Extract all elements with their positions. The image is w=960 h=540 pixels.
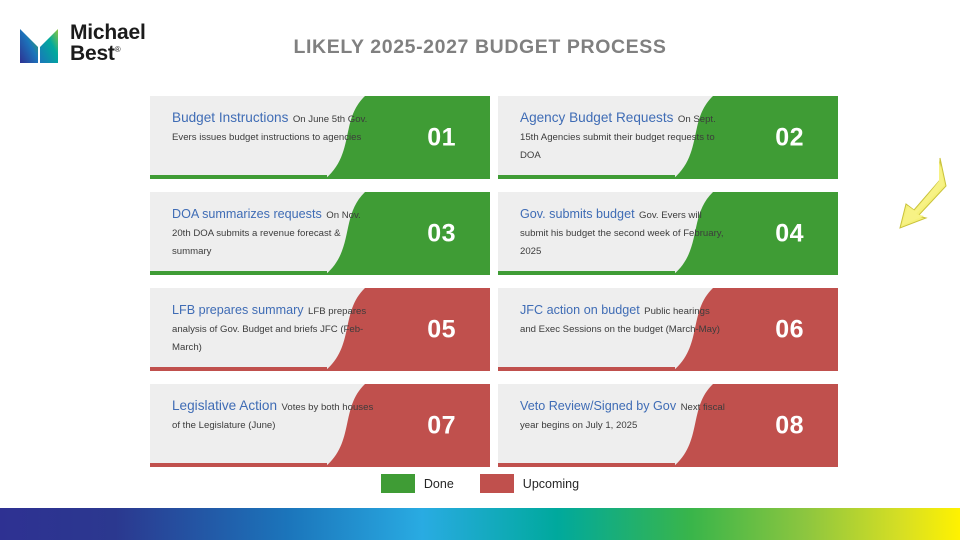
card-description: Next fiscal year begins on July 1, 2025 bbox=[520, 402, 725, 431]
page-title: LIKELY 2025-2027 BUDGET PROCESS bbox=[293, 36, 667, 58]
budget-process-steps bbox=[150, 96, 838, 467]
card-underline bbox=[150, 175, 327, 179]
card-underline bbox=[498, 175, 675, 179]
process-card-04[interactable] bbox=[498, 192, 838, 275]
process-card-07[interactable] bbox=[150, 384, 490, 467]
logo-registered-mark: ® bbox=[114, 45, 121, 55]
card-description: Public hearings and Exec Sessions on the budget (March-May) bbox=[520, 306, 720, 335]
process-card-01[interactable] bbox=[150, 96, 490, 179]
card-text-block bbox=[520, 397, 725, 433]
card-description: Gov. Evers will submit his budget the second week of February, 2025 bbox=[520, 210, 724, 257]
card-underline bbox=[150, 367, 327, 371]
legend-swatch-upcoming bbox=[480, 474, 514, 493]
bottom-gradient-bar bbox=[0, 508, 960, 540]
card-text-block bbox=[172, 205, 377, 259]
card-description: On June 5th Gov. Evers issues budget instructions to agencies bbox=[172, 114, 368, 143]
card-text-block bbox=[520, 109, 725, 163]
card-number: 02 bbox=[775, 123, 804, 151]
card-heading: Legislative Action bbox=[172, 398, 278, 413]
card-description: Votes by both houses of the Legislature (June) bbox=[172, 402, 374, 431]
arrow-annotation-icon bbox=[840, 152, 950, 242]
card-underline bbox=[498, 271, 675, 275]
logo-line-2: Best bbox=[70, 42, 115, 66]
card-description: On Nov. 20th DOA submits a revenue forecast & summary bbox=[172, 210, 361, 257]
card-number: 05 bbox=[427, 315, 456, 343]
process-card-03[interactable] bbox=[150, 192, 490, 275]
process-card-08[interactable] bbox=[498, 384, 838, 467]
card-heading: DOA summarizes requests bbox=[172, 207, 322, 221]
card-underline bbox=[498, 463, 675, 467]
card-heading: LFB prepares summary bbox=[172, 303, 304, 317]
card-heading: Gov. submits budget bbox=[520, 207, 635, 221]
card-number: 07 bbox=[427, 411, 456, 439]
card-number: 08 bbox=[775, 411, 804, 439]
card-heading: JFC action on budget bbox=[520, 303, 640, 317]
card-heading: Veto Review/Signed by Gov bbox=[520, 399, 677, 413]
card-number: 03 bbox=[427, 219, 456, 247]
card-description: LFB prepares analysis of Gov. Budget and briefs JFC (Feb-March) bbox=[172, 306, 367, 353]
card-description: On Sept. 15th Agencies submit their budget requests to DOA bbox=[520, 114, 716, 161]
process-card-02[interactable] bbox=[498, 96, 838, 179]
card-underline bbox=[498, 367, 675, 371]
card-underline bbox=[150, 463, 327, 467]
card-heading: Budget Instructions bbox=[172, 110, 289, 125]
card-text-block bbox=[172, 301, 377, 355]
process-card-05[interactable] bbox=[150, 288, 490, 371]
card-text-block bbox=[172, 109, 377, 145]
legend-label-done: Done bbox=[423, 476, 454, 491]
card-text-block bbox=[172, 397, 377, 433]
logo-line-1: Michael bbox=[70, 21, 146, 44]
legend-item-done bbox=[381, 474, 454, 493]
card-text-block bbox=[520, 205, 725, 259]
card-underline bbox=[150, 271, 327, 275]
legend bbox=[0, 474, 960, 493]
card-number: 01 bbox=[427, 123, 456, 151]
legend-swatch-done bbox=[381, 474, 415, 493]
legend-label-upcoming: Upcoming bbox=[522, 476, 580, 491]
process-card-06[interactable] bbox=[498, 288, 838, 371]
card-number: 06 bbox=[775, 315, 804, 343]
card-number: 04 bbox=[775, 219, 804, 247]
legend-item-upcoming bbox=[480, 474, 579, 493]
card-text-block bbox=[520, 301, 725, 337]
card-heading: Agency Budget Requests bbox=[520, 110, 674, 125]
